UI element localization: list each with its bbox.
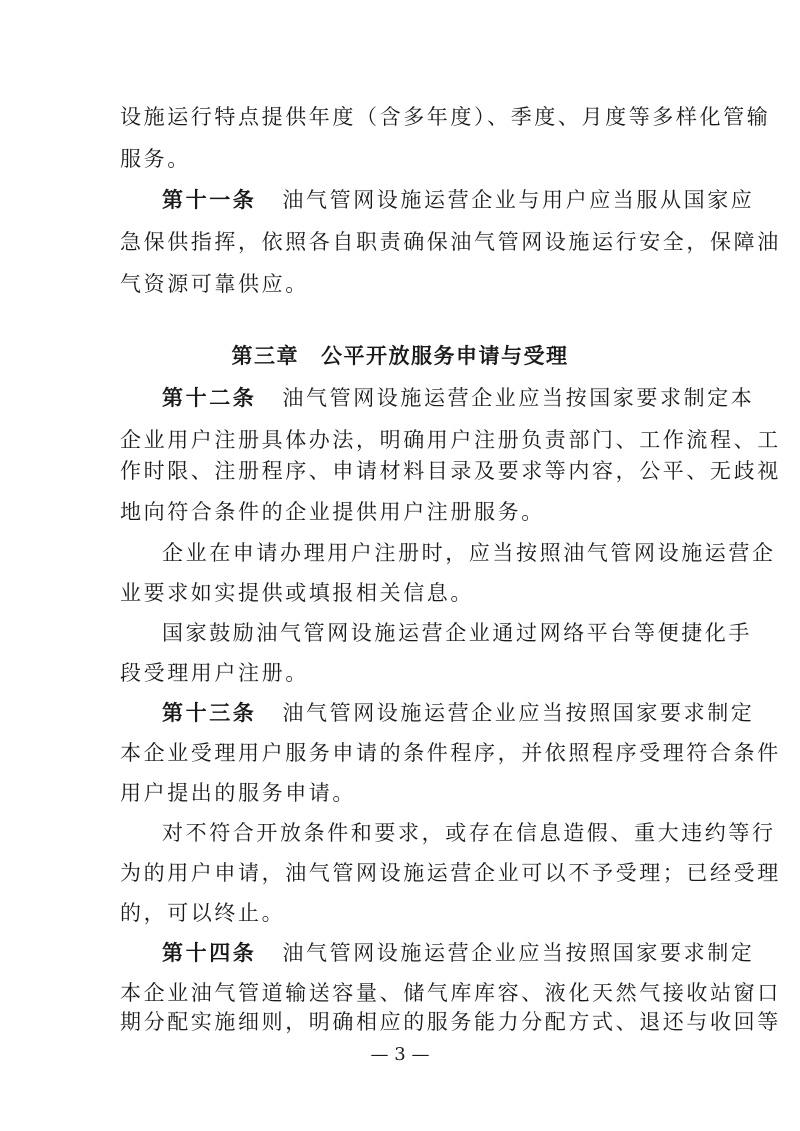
- article-11-line-3: 气资源可靠供应。: [120, 272, 309, 296]
- article-12-line-2: 企业用户注册具体办法，明确用户注册负责部门、工作流程、工: [120, 428, 781, 452]
- article-12-line-4: 地向符合条件的企业提供用户注册服务。: [120, 500, 545, 524]
- article-11-label: 第十一条: [162, 188, 257, 212]
- article-11-line-2: 急保供指挥，依照各自职责确保油气管网设施运行安全，保障油: [120, 230, 781, 254]
- article-13-line-2: 本企业受理用户服务申请的条件程序，并依照程序受理符合条件: [120, 741, 781, 765]
- paragraph-encourage-line-1: 国家鼓励油气管网设施运营企业通过网络平台等便捷化手: [162, 621, 752, 645]
- chapter-title: 公平开放服务申请与受理: [321, 344, 569, 368]
- chapter-number: 第三章: [231, 344, 299, 368]
- article-12-line-1: 第十二条 油气管网设施运营企业应当按国家要求制定本: [162, 386, 755, 410]
- paragraph-register-line-2: 业要求如实提供或填报相关信息。: [120, 581, 474, 605]
- article-12-line-3: 作时限、注册程序、申请材料目录及要求等内容，公平、无歧视: [120, 459, 781, 483]
- article-13-line-3: 用户提出的服务申请。: [120, 781, 356, 805]
- article-14-line-1: 第十四条 油气管网设施运营企业应当按照国家要求制定: [162, 941, 755, 965]
- paragraph-reject-line-3: 的，可以终止。: [120, 901, 286, 925]
- paragraph-reject-line-2: 为的用户申请，油气管网设施运营企业可以不予受理；已经受理: [120, 861, 781, 885]
- page-number: — 3 —: [370, 1044, 430, 1065]
- paragraph-encourage-line-2: 段受理用户注册。: [120, 661, 309, 685]
- paragraph-reject-line-1: 对不符合开放条件和要求，或存在信息造假、重大违约等行: [162, 821, 776, 845]
- article-14-label: 第十四条: [162, 941, 257, 965]
- article-14-line-2: 本企业油气管道输送容量、储气库库容、液化天然气接收站窗口: [120, 981, 781, 1005]
- article-13-line-1: 第十三条 油气管网设施运营企业应当按照国家要求制定: [162, 701, 755, 725]
- text-line: 设施运行特点提供年度（含多年度）、季度、月度等多样化管输: [120, 105, 771, 129]
- article-11-line-1: 第十一条 油气管网设施运营企业与用户应当服从国家应: [162, 188, 755, 212]
- article-13-label: 第十三条: [162, 701, 257, 725]
- paragraph-register-line-1: 企业在申请办理用户注册时，应当按照油气管网设施运营企: [162, 541, 776, 565]
- text-line: 服务。: [120, 147, 191, 171]
- article-12-label: 第十二条: [162, 386, 257, 410]
- chapter-heading: [0, 336, 800, 376]
- article-14-line-3: 期分配实施细则，明确相应的服务能力分配方式、退还与收回等: [120, 1010, 781, 1034]
